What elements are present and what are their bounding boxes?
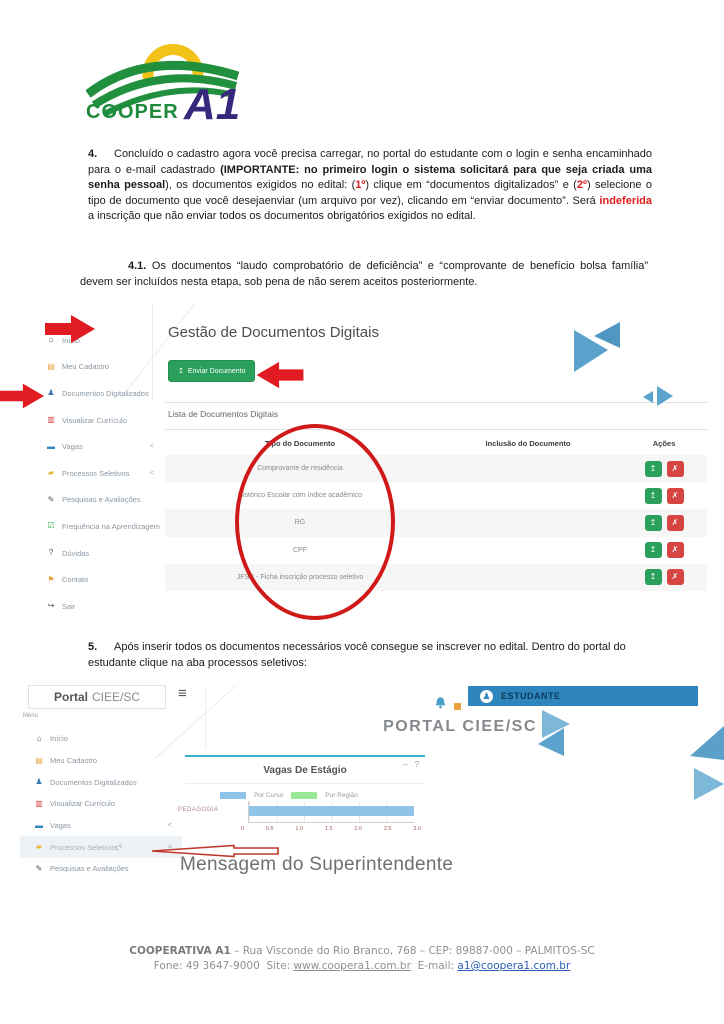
upload-icon: ↥ [649, 545, 657, 555]
annotation-arrow-left [254, 360, 306, 390]
text-run: Os documentos “laudo comprobatório de deficiência” e “comprovante de benefício bolsa família” devem ser incluídos nesta etapa, sob pena de não serem aceitos posteriormente. [80, 260, 648, 288]
sidebar-item-documentos-digitalizados[interactable] [30, 380, 162, 407]
legend-swatch-por-curso [220, 792, 246, 799]
document-footer [0, 944, 724, 974]
survey-icon: ✎ [35, 863, 43, 873]
site-link[interactable]: www.coopera1.com.br [293, 960, 411, 972]
email-label: E-mail: [417, 960, 455, 972]
sidebar-item-documentos-digitalizados[interactable] [20, 771, 182, 793]
user-icon: ♟ [35, 777, 43, 787]
divider [165, 429, 708, 430]
text-run: ) clique em “documentos digitalizados” e ( [365, 179, 577, 192]
upload-icon: ↥ [649, 572, 657, 582]
sidebar-menu [30, 327, 162, 620]
trash-icon: ✗ [671, 463, 679, 473]
tick-label: 3.0 [413, 826, 421, 832]
id-card-icon: ▤ [47, 361, 55, 371]
watermark-line [205, 688, 206, 748]
tick-label: 2.5 [383, 826, 392, 832]
trash-icon: ✗ [671, 517, 679, 527]
axis-category-label: PEDAGOGIA [178, 807, 219, 813]
sidebar-item-label: Meu Cadastro [50, 756, 98, 766]
sidebar-item-vagas[interactable] [30, 433, 162, 460]
attendance-icon: ☑ [47, 521, 55, 531]
sidebar-item-label: Dúvidas [62, 548, 90, 558]
briefcase-icon: ▬ [35, 820, 43, 830]
sidebar-item-label: Processos Seletivos [50, 842, 118, 852]
chart-legend [220, 792, 358, 799]
upload-icon: ↥ [649, 517, 657, 527]
help-button[interactable]: ? [414, 760, 419, 769]
logout-icon: ↪ [47, 601, 55, 611]
text-run-red: 1º [355, 179, 366, 192]
tick-label: 2.0 [354, 826, 362, 832]
sidebar-item-label: Pesquisas e Avaliações [62, 495, 141, 505]
trash-icon: ✗ [671, 572, 679, 582]
table-header-row [165, 431, 707, 455]
company-name: COOPERATIVA A1 [129, 945, 231, 957]
divider [165, 402, 708, 403]
sidebar-item-label: Processos Seletivos [62, 468, 130, 478]
footer-contact-line [0, 959, 724, 974]
sidebar-item-duvidas[interactable] [30, 540, 162, 567]
x-axis-ticks [241, 826, 421, 832]
annotation-circle [235, 424, 395, 620]
text-run: a inscrição que não enviar todos os documentos obrigatórios exigidos no edital. [88, 210, 476, 223]
decorative-triangles [686, 726, 724, 812]
sidebar-item-vagas[interactable] [20, 815, 182, 837]
upload-row-button[interactable] [645, 488, 662, 504]
sidebar-item-label: Início [62, 335, 80, 345]
help-icon: ? [48, 548, 54, 558]
user-menu[interactable] [468, 686, 698, 706]
address-text: – Rua Visconde do Rio Branco, 768 – CEP: 89887-000 – PALMITOS-SC [230, 945, 595, 957]
instruction-step-5 [88, 640, 646, 671]
sidebar-item-label: Início [50, 734, 68, 744]
delete-row-button[interactable] [667, 488, 684, 504]
sidebar-item-pesquisas[interactable] [20, 858, 182, 880]
location-icon: ⚑ [47, 574, 55, 584]
page-title: Gestão de Documentos Digitais [168, 324, 379, 341]
sidebar-item-label: Vagas [50, 821, 71, 831]
chevron-left-icon: < [149, 443, 154, 451]
upload-row-button[interactable] [645, 515, 662, 531]
sidebar-item-label: Documentos Digitalizados [62, 388, 149, 398]
legend-label: Por Região [325, 792, 358, 799]
trash-icon: ✗ [671, 490, 679, 500]
sidebar-item-label: Visualizar Currículo [50, 799, 115, 809]
trash-icon: ✗ [671, 545, 679, 555]
folder-icon: ▰ [35, 842, 43, 852]
document-type-cell: Histórico Escolar com índice acadêmico [237, 492, 363, 500]
survey-icon: ✎ [47, 494, 55, 504]
portal-brand[interactable] [28, 685, 166, 709]
menu-section-label: Menu [23, 713, 39, 719]
legend-label: Por Curso [254, 792, 284, 799]
cooper-a1-logo [86, 34, 286, 120]
sidebar-item-label: Pesquisas e Avaliações [50, 864, 129, 874]
user-avatar-icon [480, 690, 493, 703]
upload-row-button[interactable] [645, 542, 662, 558]
bar-chart-plot [248, 801, 414, 823]
user-badge-label: ESTUDANTE [501, 691, 561, 701]
decorative-triangles [641, 382, 675, 408]
sidebar-item-sair[interactable] [30, 593, 162, 620]
tick-label: 1.5 [324, 826, 333, 832]
phone-text: Fone: 49 3647-9000 [153, 960, 260, 972]
legend-swatch-por-regiao [291, 792, 317, 799]
message-heading: Mensagem do Superintendente [180, 854, 454, 875]
sidebar-item-pesquisas[interactable] [30, 487, 162, 514]
delete-row-button[interactable] [667, 569, 684, 585]
annotation-arrow-right [45, 312, 95, 346]
document-type-cell: CPF [293, 546, 307, 554]
upload-icon: ↥ [649, 463, 657, 473]
sidebar-item-inicio[interactable] [20, 728, 182, 750]
resume-icon: ▥ [35, 798, 43, 808]
logo-a1-text: A1 [184, 80, 241, 120]
step-number: 5. [88, 641, 98, 653]
brand-bold: Portal [53, 690, 88, 704]
sidebar-item-label: Meu Cadastro [62, 362, 110, 372]
decorative-triangles [556, 318, 640, 378]
button-label: Enviar Documento [187, 367, 246, 375]
resume-icon: ▥ [47, 415, 55, 425]
sidebar-item-label: Visualizar Currículo [62, 415, 127, 425]
logo-cooper-text: COOPER [86, 101, 179, 120]
text-run: ), os documentos exigidos no edital: ( [165, 179, 356, 192]
decorative-triangles [520, 704, 590, 760]
user-icon: ♟ [47, 388, 55, 398]
column-header: Tipo do Documento [264, 438, 336, 448]
sidebar-item-contato[interactable] [30, 566, 162, 593]
upload-icon: ↥ [178, 368, 184, 375]
text-run-bold: (IMPORTANTE: no primeiro login o sistema solicitará para que seja criada uma senha pessoal [88, 163, 652, 192]
bell-icon[interactable] [434, 696, 447, 709]
notification-badge [454, 703, 461, 710]
upload-row-button[interactable] [645, 569, 662, 585]
column-header: Inclusão do Documento [485, 438, 571, 448]
tick-label: 0 [241, 826, 245, 832]
sidebar-item-processos-seletivos[interactable] [30, 460, 162, 487]
text-run-red: 2º [576, 179, 587, 192]
document-type-cell: JFSC - Ficha inscrição processo seletivo [236, 573, 364, 581]
instruction-step-4-1 [80, 259, 648, 290]
sidebar-item-label: Vagas [62, 442, 83, 452]
tick-label: 1.0 [295, 826, 304, 832]
delete-row-button[interactable] [667, 515, 684, 531]
sidebar-item-label: Contato [62, 575, 89, 585]
text-run: ) selecione o tipo de documento que você desejaenviar (um arquivo por vez), clicando em “enviar documento”. Será [88, 179, 652, 207]
home-icon: ⌂ [36, 733, 42, 743]
screenshot-document-portal [28, 300, 710, 624]
document-type-cell: RG [294, 519, 306, 527]
enviar-documento-button[interactable] [168, 360, 255, 382]
chevron-left-icon: < [149, 469, 154, 477]
briefcase-icon: ▬ [47, 441, 55, 451]
step-number: 4.1. [128, 260, 147, 272]
tick-label: 0.5 [265, 826, 274, 832]
sidebar-item-visualizar-curriculo[interactable] [30, 407, 162, 434]
sidebar-item-meu-cadastro[interactable] [30, 354, 162, 381]
instruction-step-4 [88, 147, 652, 225]
person-glyph: ♟ [482, 690, 491, 701]
email-link[interactable]: a1@coopera1.com.br [457, 960, 571, 972]
delete-row-button[interactable] [667, 542, 684, 558]
screenshot-portal-ciee [20, 682, 712, 896]
text-run-red: indeferida [599, 194, 652, 207]
site-label: Site: [266, 960, 291, 972]
cursor-icon: ☞ [113, 840, 128, 855]
text-run: Concluído o cadastro agora você precisa carregar, no portal do estudante com o login e senha encaminhado para o e-mail cadastrado [88, 148, 652, 176]
page-title: PORTAL CIEE/SC [383, 718, 537, 735]
sidebar-item-frequencia[interactable] [30, 513, 162, 540]
chart-bar [249, 806, 414, 816]
sidebar-item-label: Frequência na Aprendizagem [62, 521, 160, 531]
document-type-cell: Comprovante de residência [257, 465, 343, 473]
folder-icon: ▰ [47, 468, 55, 478]
vagas-card-header [185, 757, 425, 784]
brand-rest: CIEE/SC [92, 690, 141, 704]
sidebar-item-label: Documentos Digitalizados [50, 777, 137, 787]
footer-address-line [0, 944, 724, 959]
id-card-icon: ▤ [35, 755, 43, 765]
sidebar-item-visualizar-curriculo[interactable] [20, 793, 182, 815]
minimize-button[interactable]: – [403, 760, 408, 769]
sidebar-item-meu-cadastro[interactable] [20, 750, 182, 772]
column-header: Ações [652, 438, 676, 448]
step-number: 4. [88, 148, 98, 160]
list-title: Lista de Documentos Digitais [168, 409, 279, 419]
upload-row-button[interactable] [645, 461, 662, 477]
chevron-left-icon: < [167, 843, 172, 851]
hamburger-menu-icon[interactable]: ≡ [172, 684, 193, 703]
delete-row-button[interactable] [667, 461, 684, 477]
sidebar-item-label: Sair [62, 601, 76, 611]
chevron-left-icon: < [167, 822, 172, 830]
upload-icon: ↥ [649, 490, 657, 500]
card-title: Vagas De Estágio [263, 764, 347, 776]
annotation-arrow-right [0, 381, 44, 411]
home-icon: ⌂ [48, 335, 54, 345]
text-run: Após inserir todos os documentos necessários você consegue se inscrever no edital. Dentro do portal do estudante clique na aba processos seletivos: [88, 641, 626, 669]
